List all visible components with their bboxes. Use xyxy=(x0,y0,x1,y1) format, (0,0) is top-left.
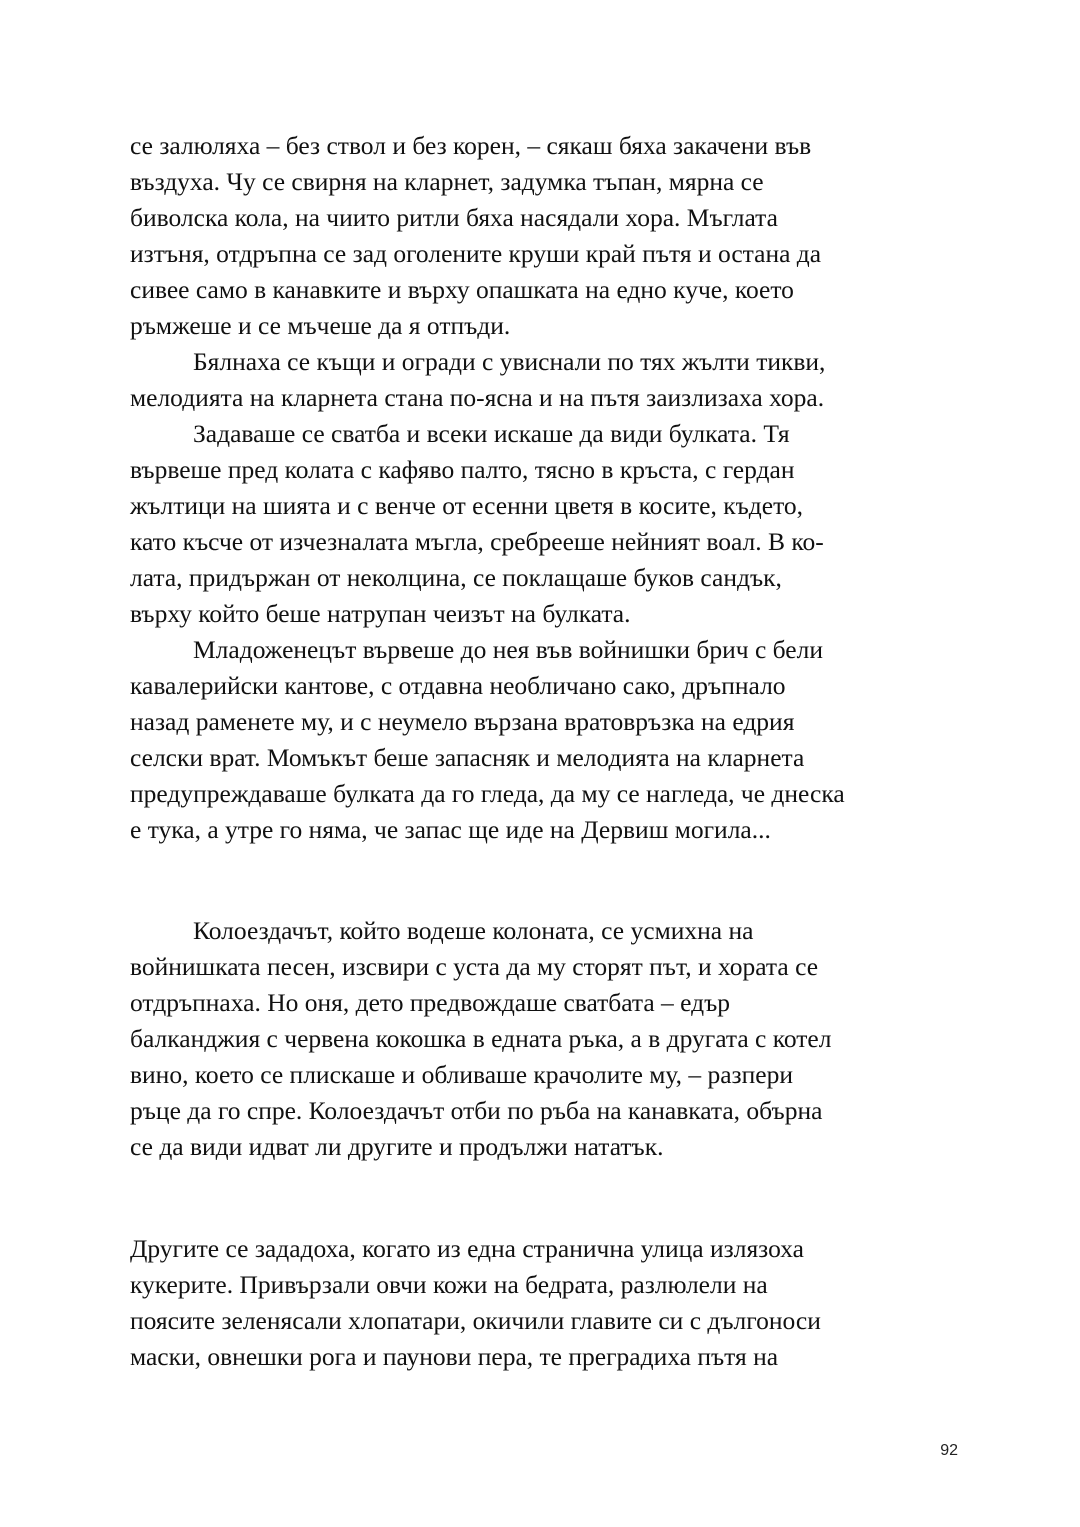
text-line: е тука, а утре го няма, че запас ще иде на Дервиш могила... xyxy=(130,815,771,844)
text-line: отдръпнаха. Но оня, дето предвождаше сватбата – едър xyxy=(130,988,731,1017)
text-line: кавалерийски кантове, с отдавна необличано сако, дръпнало xyxy=(130,671,786,700)
text-line: жълтици на шията и с венче от есенни цветя в косите, където, xyxy=(130,491,804,520)
text-section-2 xyxy=(130,913,955,1165)
text-line: назад раменете му, и с неумело вързана вратовръзка на едрия xyxy=(130,707,795,736)
text-line: въздуха. Чу се свирня на кларнет, задумка тъпан, мярна се xyxy=(130,167,764,196)
text-line: селски врат. Момъкът беше запасняк и мелодията на кларнета xyxy=(130,743,805,772)
text-line: балканджия с червена кокошка в едната ръка, а в другата с котел xyxy=(130,1024,832,1053)
text-line: биволска кола, на чиито ритли бяха насядали хора. Мъглата xyxy=(130,203,778,232)
text-line: кукерите. Привързали овчи кожи на бедрата, разлюлели на xyxy=(130,1270,768,1299)
text-line: Другите се зададоха, когато из една странична улица излязоха xyxy=(130,1234,804,1263)
text-section-1 xyxy=(130,128,955,848)
text-line: изтъня, отдръпна се зад оголените круши край пътя и остана да xyxy=(130,239,822,268)
text-line: лата, придържан от неколцина, се поклащаше буков сандък, xyxy=(130,563,782,592)
paragraph-start-line: Задаваше се сватба и всеки искаше да види булката. Тя xyxy=(193,419,790,448)
text-line: маски, овнешки рога и паунови пера, те преградиха пътя на xyxy=(130,1342,779,1371)
text-line: мелодията на кларнета стана по-ясна и на пътя заизлизаха хора. xyxy=(130,383,825,412)
text-line: ръце да го спре. Колоездачът отби по ръба на канавката, обърна xyxy=(130,1096,823,1125)
text-line: вино, което се плискаше и обливаше крачолите му, – разпери xyxy=(130,1060,793,1089)
text-line: поясите зеленясали хлопатари, окичили главите си с дългоноси xyxy=(130,1306,821,1335)
text-line: вървеше пред колата с кафяво палто, тясно в кръста, с гердан xyxy=(130,455,795,484)
text-line: се да види идват ли другите и продължи нататък. xyxy=(130,1132,664,1161)
text-line: предупреждаваше булката да го гледа, да му се нагледа, че днеска xyxy=(130,779,845,808)
text-line: като късче от изчезналата мъгла, сребрееше нейният воал. В ко- xyxy=(130,527,824,556)
paragraph-start-line: Младоженецът вървеше до нея във войнишки брич с бели xyxy=(193,635,823,664)
text-line: върху който беше натрупан чеизът на булката. xyxy=(130,599,631,628)
text-section-3 xyxy=(130,1231,955,1375)
text-line: ръмжеше и се мъчеше да я отпъди. xyxy=(130,311,511,340)
page-number: 92 xyxy=(940,1442,958,1459)
paragraph-start-line: Бялнаха се къщи и огради с увиснали по тях жълти тикви, xyxy=(193,347,826,376)
text-line: се залюляха – без ствол и без корен, – сякаш бяха закачени във xyxy=(130,131,812,160)
text-line: войнишката песен, изсвири с уста да му сторят път, и хората се xyxy=(130,952,819,981)
text-line: сивее само в канавките и върху опашката на едно куче, което xyxy=(130,275,794,304)
paragraph-start-line: Колоездачът, който водеше колоната, се усмихна на xyxy=(193,916,754,945)
